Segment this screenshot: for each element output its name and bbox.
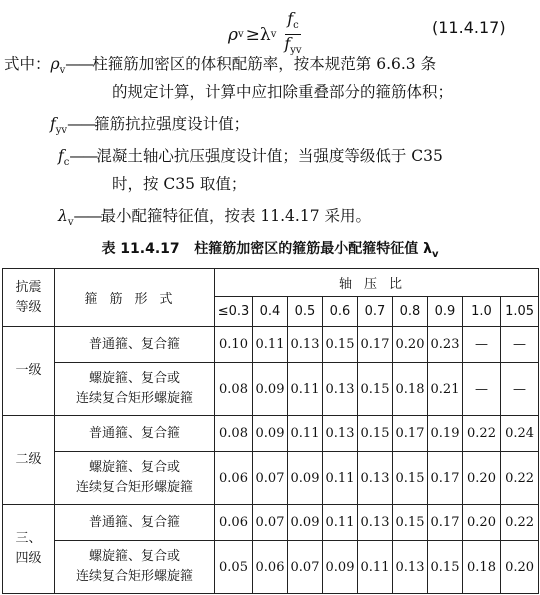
value-cell: 0.13	[323, 415, 358, 451]
value-cell: 0.09	[253, 415, 288, 451]
stirrup-form-cell: 螺旋箍、复合或 连续复合矩形螺旋箍	[55, 452, 215, 505]
stirrup-form-cell: 螺旋箍、复合或 连续复合矩形螺旋箍	[55, 363, 215, 416]
value-cell: 0.23	[428, 327, 463, 363]
def-intro: 式中：	[4, 55, 51, 73]
value-cell: 0.22	[501, 504, 539, 540]
table-number: 表 11.4.17	[101, 241, 180, 257]
value-cell: 0.20	[463, 452, 501, 505]
table-row	[3, 452, 539, 505]
value-cell: 0.13	[358, 452, 393, 505]
def-rho-text1: 柱箍筋加密区的体积配筋率，按本规范第 6.6.3 条	[92, 55, 437, 73]
table-caption: 表 11.4.17 柱箍筋加密区的箍筋最小配箍特征值 $\lambda_v$	[101, 241, 439, 260]
min-stirrup-characteristic-table	[2, 268, 539, 594]
value-cell: 0.20	[393, 327, 428, 363]
value-cell: 0.13	[323, 363, 358, 416]
value-cell: 0.15	[358, 363, 393, 416]
value-cell: —	[463, 363, 501, 416]
def-fc-symbol: f	[58, 147, 64, 165]
def-fyv-symbol: f	[50, 115, 56, 133]
table-title: 柱箍筋加密区的箍筋最小配箍特征值 λ	[194, 241, 433, 257]
table-row	[3, 415, 539, 451]
header-ratio: 0.8	[393, 297, 428, 327]
stirrup-form-cell: 普通箍、复合箍	[55, 504, 215, 540]
value-cell: 0.11	[323, 504, 358, 540]
value-cell: 0.11	[288, 415, 323, 451]
grade-cell: 三、四级	[3, 504, 55, 593]
value-cell: 0.20	[463, 504, 501, 540]
header-ratio: ≤0.3	[215, 297, 253, 327]
value-cell: 0.15	[428, 541, 463, 594]
def-lambda-symbol: λ	[58, 207, 68, 225]
value-cell: —	[501, 363, 539, 416]
table-row	[3, 363, 539, 416]
value-cell: 0.22	[501, 452, 539, 505]
header-form: 箍筋形式	[55, 269, 215, 327]
def-fyv: $f_{yv}——$箍筋抗拉强度设计值；	[50, 115, 250, 137]
value-cell: 0.18	[463, 541, 501, 594]
def-lambda: $\lambda_v——$最小配箍特征值，按表 11.4.17 采用。	[58, 207, 372, 229]
formula-numerator: $f_c$	[285, 10, 301, 35]
value-cell: 0.07	[253, 452, 288, 505]
value-cell: —	[501, 327, 539, 363]
equation-number: (11.4.17)	[432, 18, 506, 37]
value-cell: 0.24	[501, 415, 539, 451]
value-cell: 0.11	[323, 452, 358, 505]
def-fc-line2: 时，按 C35 取值；	[112, 175, 247, 193]
value-cell: 0.13	[288, 327, 323, 363]
value-cell: 0.05	[215, 541, 253, 594]
value-cell: 0.15	[358, 415, 393, 451]
stirrup-form-cell: 普通箍、复合箍	[55, 327, 215, 363]
value-cell: 0.20	[501, 541, 539, 594]
value-cell: 0.15	[393, 452, 428, 505]
value-cell: 0.17	[393, 415, 428, 451]
def-fc-text1: 混凝土轴心抗压强度设计值；当强度等级低于 C35	[96, 147, 443, 165]
header-axial-ratio: 轴压比	[215, 269, 539, 297]
value-cell: 0.08	[215, 415, 253, 451]
stirrup-form-cell: 普通箍、复合箍	[55, 415, 215, 451]
header-ratio: 0.9	[428, 297, 463, 327]
header-ratio: 1.0	[463, 297, 501, 327]
formula-lhs-sub: v	[238, 29, 244, 41]
value-cell: 0.09	[253, 363, 288, 416]
formula-operator: ≥λ	[245, 24, 271, 45]
value-cell: 0.09	[288, 504, 323, 540]
formula-denominator: $f_{yv}$	[284, 34, 302, 57]
header-ratio: 1.05	[501, 297, 539, 327]
header-ratio: 0.7	[358, 297, 393, 327]
grade-cell: 一级	[3, 327, 55, 416]
grade-cell: 二级	[3, 415, 55, 504]
table-row	[3, 504, 539, 540]
header-ratio: 0.6	[323, 297, 358, 327]
value-cell: 0.18	[393, 363, 428, 416]
value-cell: 0.17	[428, 452, 463, 505]
value-cell: 0.06	[215, 452, 253, 505]
def-rho-symbol: ρ	[50, 55, 60, 73]
def-rho-line1: 式中：$\rho_v——$柱箍筋加密区的体积配筋率，按本规范第 6.6.3 条	[4, 55, 437, 77]
value-cell: 0.11	[288, 363, 323, 416]
value-cell: 0.15	[323, 327, 358, 363]
value-cell: 0.08	[215, 363, 253, 416]
value-cell: 0.11	[253, 327, 288, 363]
table-row	[3, 327, 539, 363]
value-cell: 0.09	[288, 452, 323, 505]
value-cell: 0.19	[428, 415, 463, 451]
value-cell: 0.15	[393, 504, 428, 540]
value-cell: 0.06	[253, 541, 288, 594]
def-lambda-text: 最小配箍特征值，按表 11.4.17 采用。	[100, 207, 372, 225]
formula-operator-sub: v	[270, 29, 277, 41]
value-cell: 0.21	[428, 363, 463, 416]
def-fyv-text: 箍筋抗拉强度设计值；	[94, 115, 250, 133]
def-dash: ——	[65, 55, 93, 73]
value-cell: 0.17	[358, 327, 393, 363]
table-body	[3, 327, 539, 594]
def-rho-line2: 的规定计算，计算中应扣除重叠部分的箍筋体积；	[112, 83, 454, 101]
formula-11-4-17	[0, 6, 540, 57]
value-cell: 0.22	[463, 415, 501, 451]
value-cell: 0.07	[288, 541, 323, 594]
value-cell: 0.13	[358, 504, 393, 540]
value-cell: 0.13	[393, 541, 428, 594]
value-cell: 0.09	[323, 541, 358, 594]
header-ratio: 0.5	[288, 297, 323, 327]
table-row	[3, 541, 539, 594]
header-grade: 抗震等级	[3, 269, 55, 327]
value-cell: 0.17	[428, 504, 463, 540]
value-cell: 0.10	[215, 327, 253, 363]
def-fc-line1: $f_c——$混凝土轴心抗压强度设计值；当强度等级低于 C35	[58, 147, 443, 169]
value-cell: 0.07	[253, 504, 288, 540]
value-cell: —	[463, 327, 501, 363]
value-cell: 0.06	[215, 504, 253, 540]
header-ratio: 0.4	[253, 297, 288, 327]
value-cell: 0.11	[358, 541, 393, 594]
formula-lhs: ρ	[228, 24, 238, 45]
stirrup-form-cell: 螺旋箍、复合或 连续复合矩形螺旋箍	[55, 541, 215, 594]
